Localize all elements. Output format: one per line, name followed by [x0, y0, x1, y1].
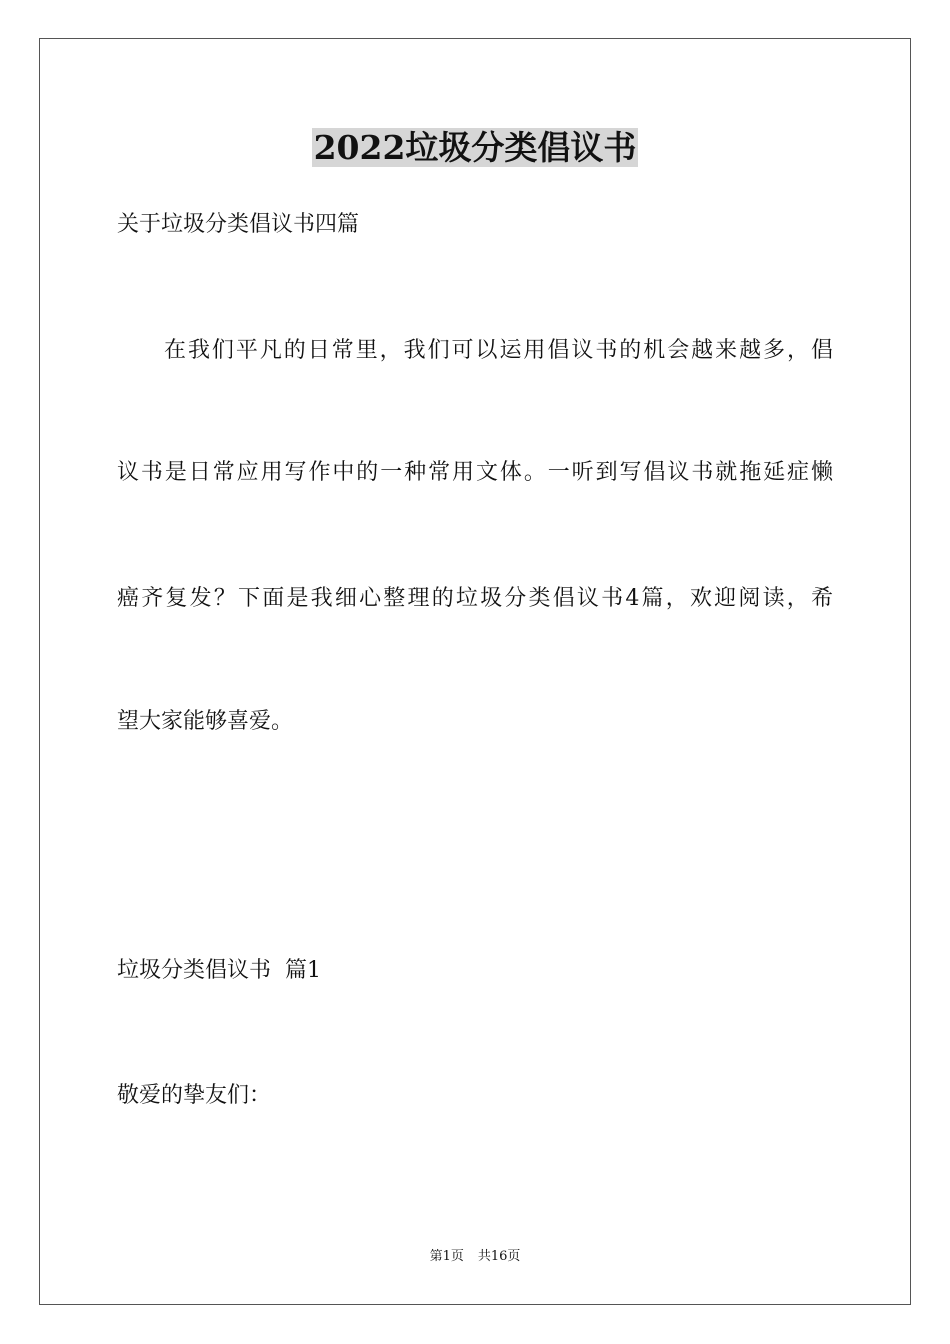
intro-line-3: 癌齐复发？下面是我细心整理的垃圾分类倡议书4篇，欢迎阅读，希	[117, 586, 833, 611]
section-heading: 垃圾分类倡议书 篇1	[117, 958, 321, 983]
intro-line-2: 议书是日常应用写作中的一种常用文体。一听到写倡议书就拖延症懒	[117, 460, 833, 485]
intro-line-4: 望大家能够喜爱。	[117, 709, 294, 734]
document-subtitle: 关于垃圾分类倡议书四篇	[117, 212, 360, 237]
page-number: 第1页	[429, 1249, 464, 1264]
page-footer	[0, 1248, 950, 1266]
document-title: 2022垃圾分类倡议书	[313, 128, 637, 167]
intro-line-1: 在我们平凡的日常里，我们可以运用倡议书的机会越来越多，倡	[164, 338, 833, 363]
page-total: 共16页	[477, 1249, 521, 1264]
salutation: 敬爱的挚友们：	[117, 1083, 272, 1108]
